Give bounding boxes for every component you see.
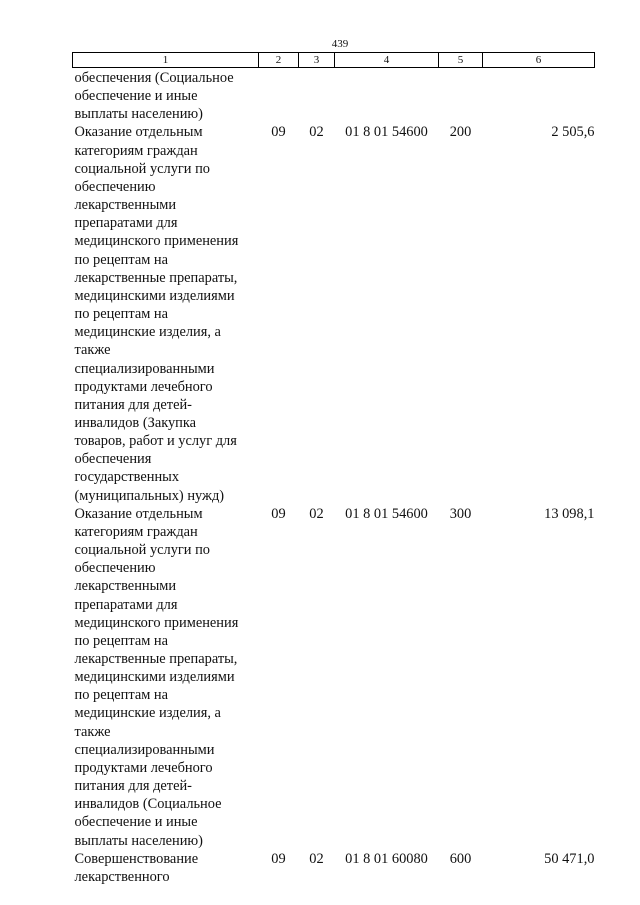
table-header <box>73 53 595 68</box>
column-header-subsection: 3 <box>299 53 335 68</box>
row-amount: 50 471,0 <box>544 850 595 867</box>
row-amount: 13 098,1 <box>544 505 595 522</box>
row-name: обеспечения (Социальное обеспечение и иные выплаты населению) <box>74 70 234 123</box>
column-header-section: 2 <box>259 53 299 68</box>
row-name: Совершенствование лекарственного <box>74 850 199 885</box>
column-header-target-article: 4 <box>335 53 439 68</box>
row-subsection: 02 <box>309 124 324 141</box>
column-header-amount: 6 <box>483 53 595 68</box>
row-target-article: 01 8 01 60080 <box>345 850 428 867</box>
row-target-article <box>335 68 439 124</box>
column-header-name: 1 <box>73 53 259 68</box>
row-section <box>259 68 299 124</box>
table-row <box>73 68 595 124</box>
row-subsection: 02 <box>309 850 324 867</box>
row-name: Оказание отдельным категориям граждан социальной услуги по обеспечению лекарственными препаратами для медицинского применения по рецептам на лекарственные препараты, медицинскими изделиями по рецептам на медицинские изделия, а также специализированными продуктами лечебного питания для детей- инвалидов (Социальное обеспечение и иные выплаты населению) <box>74 505 239 849</box>
row-expense-type: 200 <box>449 124 472 141</box>
row-section: 09 <box>271 124 286 141</box>
row-subsection <box>299 68 335 124</box>
row-section: 09 <box>271 850 286 867</box>
row-name: Оказание отдельным категориям граждан социальной услуги по обеспечению лекарственными препаратами для медицинского применения по рецептам на лекарственные препараты, медицинскими изделиями по рецептам на медицинские изделия, а также специализированными продуктами лечебного питания для детей- инвалидов (Закупка товаров, работ и услуг для обеспечения государственных (муниципальных) нужд) <box>74 124 239 504</box>
row-target-article: 01 8 01 54600 <box>345 124 428 141</box>
row-expense-type <box>439 68 483 124</box>
row-subsection: 02 <box>309 505 324 522</box>
table-row <box>73 505 595 850</box>
row-amount: 2 505,6 <box>551 124 595 141</box>
column-header-expense-type: 5 <box>439 53 483 68</box>
budget-table <box>72 52 595 886</box>
table-body <box>73 68 595 887</box>
table-row <box>73 123 595 504</box>
page-number: 439 <box>331 38 349 50</box>
row-section: 09 <box>271 505 286 522</box>
row-expense-type: 300 <box>449 505 472 522</box>
header-row <box>73 53 595 68</box>
row-expense-type: 600 <box>449 850 472 867</box>
row-target-article: 01 8 01 54600 <box>345 505 428 522</box>
table-row <box>73 850 595 886</box>
row-amount <box>483 68 595 124</box>
